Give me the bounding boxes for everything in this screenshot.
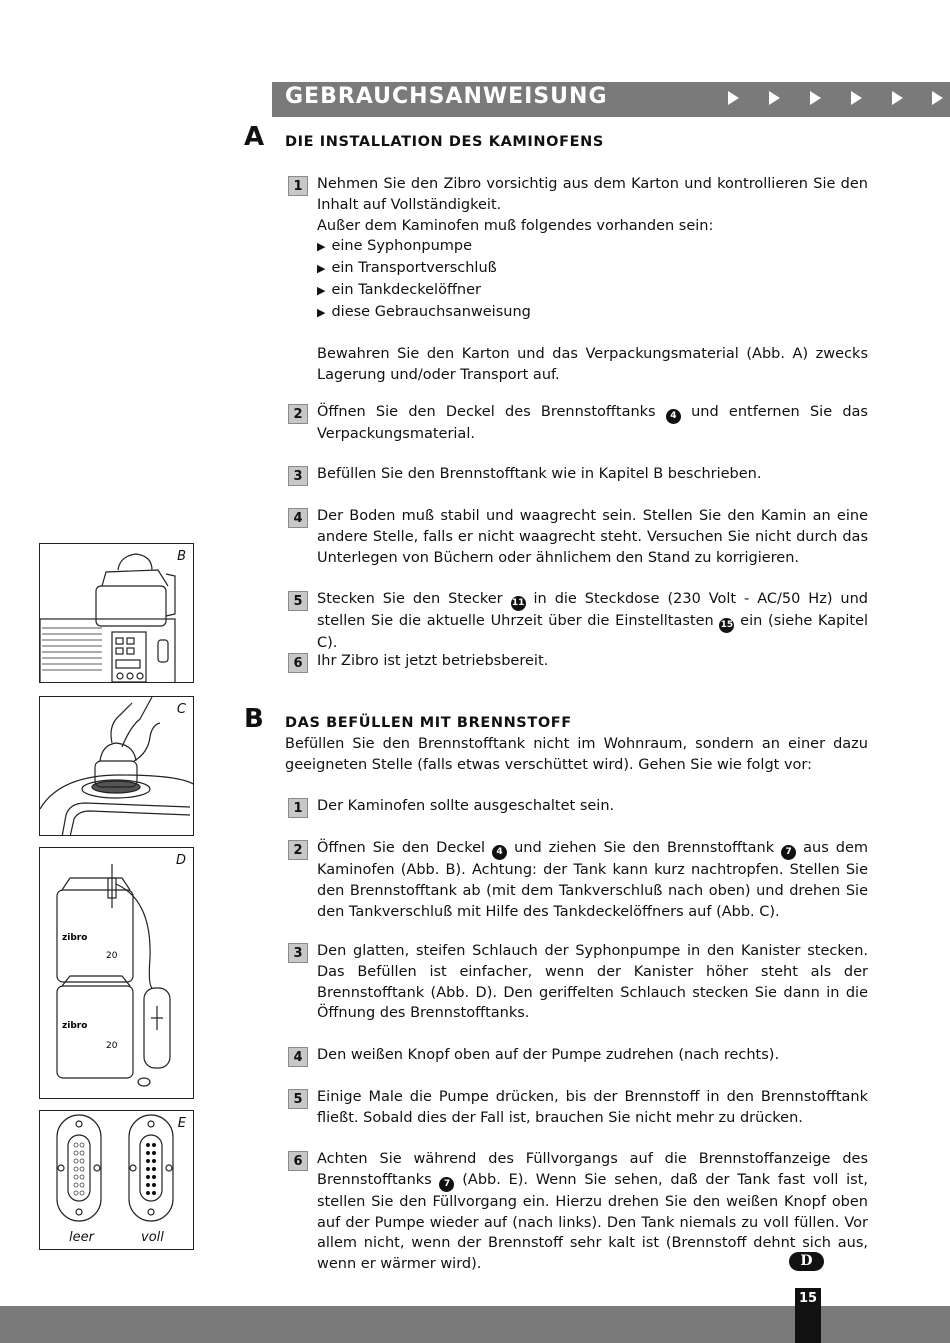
page-number-box [795,1288,821,1343]
text-run: und entfernen Sie das Verpackungsmaterial. [317,404,868,442]
text-run: aus dem Kaminofen (Abb. B). Achtung: der Tank kann kurz nachtropfen. Stellen Sie den Brennstofftank ab (mit dem Tankverschluß nach oben) und drehen Sie den Tankverschluß mit Hilfe des Tankdeckelöffners auf (Abb. C). [317,840,869,920]
step-number: 1 [288,176,308,196]
step-paragraph: Bewahren Sie den Karton und das Verpackungsmaterial (Abb. A) zwecks Lagerung und/oder Transport auf. [317,346,868,384]
step-text: Den glatten, steifen Schlauch der Syphonpumpe in den Kanister stecken. Das Befüllen ist einfacher, wenn der Kanister höher steht als der Brennstofftank (Abb. D). Den geriffelten Schlauch stecken Sie dann in die Öffnung des Brennstofftanks. [317,943,868,1022]
reference-number: 4 [492,845,507,860]
fuel-gauge-illustration [40,1111,194,1250]
step-paragraph: Nehmen Sie den Zibro vorsichtig aus dem Karton und kontrollieren Sie den Inhalt auf Vollständigkeit. [317,176,868,213]
bullet-item: ▶ eine Syphonpumpe [317,236,868,258]
reference-number: 11 [511,596,526,611]
figure-label: B [177,549,186,564]
tank-cap-opener-illustration [40,697,194,836]
figure-label: D [175,853,186,868]
step-text: Der Boden muß stabil und waagrecht sein. Stellen Sie den Kamin an eine andere Stelle, falls er nicht waagrecht steht. Versuchen Sie nicht durch das Unterlegen von Büchern oder ähnlichem den Stand zu korrigieren. [317,508,868,566]
step-number: 1 [288,798,308,818]
text-run: Öffnen Sie den Deckel des Brennstofftanks [317,404,656,420]
text-run: in die Steckdose (230 Volt - AC/50 Hz) und stellen Sie die aktuelle Uhrzeit über die Einstelltasten [317,591,869,629]
arrow-right-icon [932,91,943,105]
gauge-caption-empty: leer [69,1230,94,1245]
figure-c [39,696,194,836]
step-number: 4 [288,1047,308,1067]
arrow-right-icon [728,91,739,105]
figure-b [39,543,194,683]
language-badge: D [789,1252,824,1271]
step-number: 3 [288,943,308,963]
stove-tank-illustration [40,544,194,683]
step-number: 3 [288,466,308,486]
header-bar [272,82,950,117]
gauge-caption-full: voll [141,1230,164,1245]
section-intro: Befüllen Sie den Brennstofftank nicht im Wohnraum, sondern an einer dazu geeigneten Stelle (falls etwas verschüttet wird). Gehen Sie wie folgt vor: [285,736,868,773]
step-text [317,402,868,445]
arrow-right-icon [892,91,903,105]
reference-number: 7 [439,1177,454,1192]
step-text: Einige Male die Pumpe drücken, bis der Brennstoff in den Brennstofftank fließt. Sobald dies der Fall ist, brauchen Sie nicht mehr zu drücken. [317,1089,868,1126]
page-number: 15 [798,1291,818,1306]
section-heading-a: DIE INSTALLATION DES KAMINOFENS [285,134,604,150]
step-text [317,1149,868,1275]
figure-label: E [177,1116,186,1131]
figure-d [39,847,194,1099]
step-text [317,174,868,386]
section-letter-b: B [244,704,264,734]
siphon-pump-illustration [40,848,194,1099]
arrow-right-icon [810,91,821,105]
step-text: Befüllen Sie den Brennstofftank wie in Kapitel B beschrieben. [317,466,762,482]
bullet-item: ▶ ein Tankdeckelöffner [317,280,868,302]
reference-number: 7 [781,845,796,860]
step-paragraph: Außer dem Kaminofen muß folgendes vorhanden sein: [317,217,714,234]
text-run: (Abb. E). Wenn Sie sehen, daß der Tank fast voll ist, stellen Sie den Füllvorgang ein. Hierzu drehen Sie den weißen Knopf oben auf der Pumpe wieder auf (nach links). Den Tank niemals zu voll füllen. Vor allem nicht, wenn der Brennstoff sehr kalt ist (Brennstoff dehnt sich aus, wenn er wärmer wird). [317,1171,869,1273]
text-run: und ziehen Sie den Brennstofftank [514,840,775,856]
page-title: GEBRAUCHSANWEISUNG [285,84,608,109]
canister-logo-text: zibro [62,933,88,943]
reference-number: 15 [719,618,734,633]
step-text [317,838,868,922]
step-text: Der Kaminofen sollte ausgeschaltet sein. [317,798,615,814]
arrow-right-icon [769,91,780,105]
bullet-item: ▶ ein Transportverschluß [317,258,868,280]
step-number: 5 [288,1089,308,1109]
text-run: Öffnen Sie den Deckel [317,840,486,856]
step-number: 2 [288,404,308,424]
figure-e [39,1110,194,1250]
reference-number: 4 [666,409,681,424]
step-text: Ihr Zibro ist jetzt betriebsbereit. [317,653,549,669]
step-number: 4 [288,508,308,528]
step-number: 6 [288,653,308,673]
arrow-right-icon [851,91,862,105]
bullet-item: ▶ diese Gebrauchsanweisung [317,302,868,324]
step-text [317,589,868,654]
step-number: 6 [288,1151,308,1171]
text-run: Achten Sie während des Füllvorgangs auf die Brennstoffanzeige des Brennstofftanks [317,1151,868,1188]
canister-number: 20 [106,951,118,961]
canister-number: 20 [106,1041,118,1051]
section-heading-b: DAS BEFÜLLEN MIT BRENNSTOFF [285,715,572,731]
text-run: ein (siehe Kapitel C). [317,613,869,651]
step-number: 2 [288,840,308,860]
canister-logo-text: zibro [62,1021,88,1031]
step-number: 5 [288,591,308,611]
text-run: Stecken Sie den Stecker [317,591,503,607]
figure-label: C [176,702,186,717]
step-text: Den weißen Knopf oben auf der Pumpe zudrehen (nach rechts). [317,1047,780,1063]
section-letter-a: A [244,122,265,152]
